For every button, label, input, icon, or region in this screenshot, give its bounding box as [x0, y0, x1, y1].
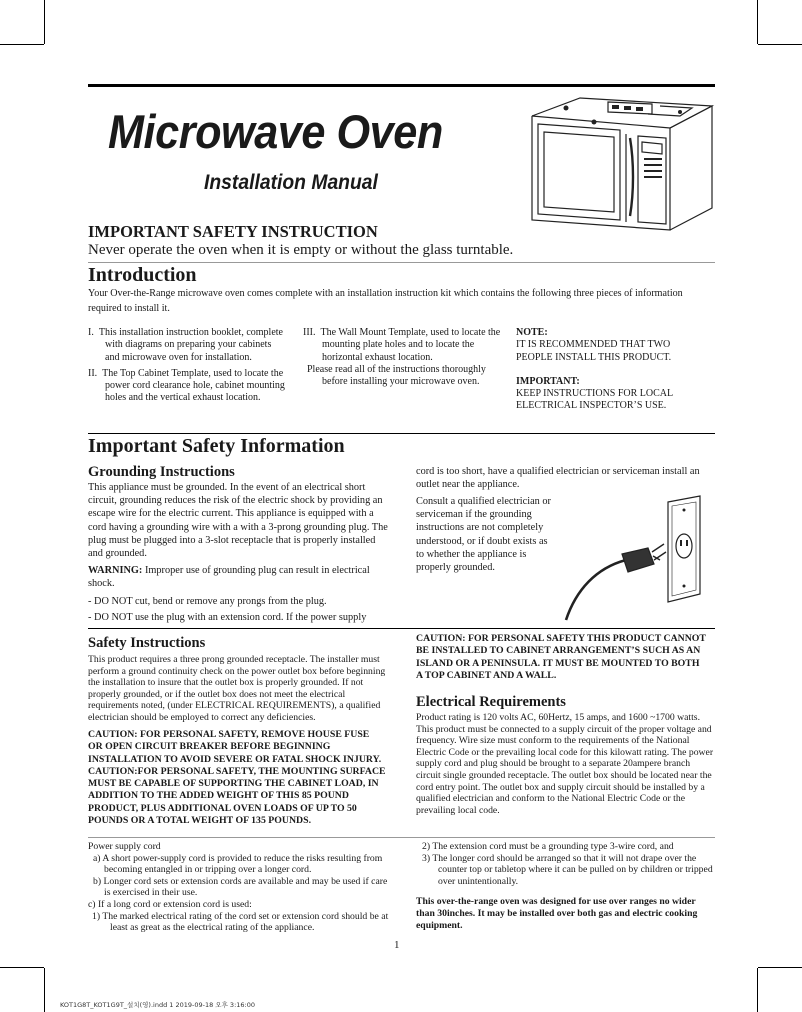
- crop-mark: [0, 967, 44, 968]
- list-text: The Wall Mount Template, used to locate the mounting plate holes and to locate the horizontal exhaust location.: [320, 327, 501, 363]
- safety-line: Never operate the oven when it is empty or without the glass turntable.: [88, 242, 514, 258]
- range-width-note: This over-the-range oven was designed for use over ranges no wider than 30inches. It may be installed over both gas and electric cooking equipment.: [416, 896, 698, 931]
- list-item: [303, 327, 501, 364]
- divider: [88, 433, 715, 434]
- intro-list: [88, 327, 288, 405]
- cord-item-c: c) If a long cord or extension cord is used:: [88, 898, 252, 910]
- electrical-body: Product rating is 120 volts AC, 60Hertz, 15 amps, and 1600 ~1700 watts. This product must be connected to a supply circuit of the proper voltage and frequency. Wire size must conform to the requirements of the National Electric Code or the prevailing local code for this kilowatt rating. The power supply cord and plug should be brought to a separate 20ampere branch circuit single grounded receptacle. The outlet box should be located near the cord entry point. The outlet box and supply circuit should be installed by a qualified electrician and conform to the National Electric Code or the prevailing local code.: [416, 712, 714, 816]
- consult-text: Consult a qualified electrician or serviceman if the grounding instructions are not completely understood, or if doubt exists as to whether the appliance is properly grounded.: [416, 496, 551, 574]
- important-safety-heading: IMPORTANT SAFETY INSTRUCTION: [88, 222, 378, 241]
- cord-item-b: b) Longer cord sets or extension cords are available and may be used if care is exercised in their use.: [93, 875, 388, 899]
- crop-mark: [758, 967, 802, 968]
- power-cord-heading: Power supply cord: [88, 841, 161, 852]
- list-number: III.: [303, 327, 316, 338]
- intro-notes: [516, 327, 706, 413]
- microwave-oven-icon: [520, 92, 720, 234]
- caution-right: CAUTION: FOR PERSONAL SAFETY THIS PRODUCT CANNOT BE INSTALLED TO CABINET ARRANGEMENT’S SUCH AS AN ISLAND OR A PENINSULA. IT MUST BE MOUNTED TO BOTH A TOP CABINET AND A WALL.: [416, 633, 706, 681]
- list-text: The Top Cabinet Template, used to locate the power cord clearance hole, cabinet mounting holes and the vertical exhaust location.: [102, 367, 285, 404]
- important-text: KEEP INSTRUCTIONS FOR LOCAL ELECTRICAL INSPECTOR’S USE.: [516, 388, 673, 412]
- top-rule: [88, 84, 715, 87]
- outlet-plug-icon: [556, 490, 716, 624]
- list-item: [88, 368, 288, 405]
- warning-label: WARNING:: [88, 565, 143, 577]
- cord-item-c2: 2) The extension cord must be a grounding type 3-wire cord, and: [422, 841, 674, 852]
- electrical-heading: Electrical Requirements: [416, 694, 566, 710]
- cord-item-c1: 1) The marked electrical rating of the cord set or extension cord should be at least as great as the electrical rating of the appliance.: [92, 910, 389, 934]
- crop-mark: [44, 968, 45, 1012]
- list-item: [88, 327, 288, 364]
- crop-mark: [44, 0, 45, 44]
- note-label: NOTE:: [516, 327, 548, 338]
- dont-extension: - DO NOT use the plug with an extension cord. If the power supply: [88, 611, 367, 623]
- grounding-text: This appliance must be grounded. In the event of an electrical short circuit, grounding reduces the risk of the electric shock by providing an escape wire for the electric current. This appliance is equipped with a cord having a grounding wire with a with a 3-prong grounding plug. The plug must be plugged into a 3-slot receptacle that is properly installed and grounded.: [88, 482, 388, 560]
- dont-cut: - DO NOT cut, bend or remove any prongs from the plug.: [88, 595, 327, 607]
- power-cord-section: [88, 841, 394, 934]
- crop-mark: [757, 0, 758, 44]
- intro-list-2: [303, 327, 501, 388]
- manual-subtitle: Installation Manual: [204, 171, 378, 194]
- crop-mark: [758, 44, 802, 45]
- list-text: This installation instruction booklet, complete with diagrams on preparing your cabinets and microwave oven for installation.: [98, 327, 283, 363]
- list-number: I.: [88, 327, 94, 338]
- read-note: Please read all of the instructions thoroughly before installing your microwave oven.: [307, 363, 486, 388]
- intro-heading: Introduction: [88, 264, 197, 286]
- divider: [88, 628, 715, 629]
- page-number: 1: [394, 939, 400, 951]
- important-label: IMPORTANT:: [516, 375, 580, 387]
- warning-text: Improper use of grounding plug can result in electrical shock.: [88, 565, 370, 590]
- note-text: IT IS RECOMMENDED THAT TWO PEOPLE INSTALL THIS PRODUCT.: [516, 339, 672, 363]
- manual-title: Microwave Oven: [108, 105, 443, 158]
- divider: [88, 262, 715, 263]
- list-number: II.: [88, 367, 98, 379]
- grounding-cont: cord is too short, have a qualified electrician or serviceman install an outlet near the appliance.: [416, 466, 700, 491]
- grounding-body: [88, 481, 388, 624]
- crop-mark: [0, 44, 44, 45]
- power-cord-section-2: [416, 841, 716, 931]
- grounding-heading: Grounding Instructions: [88, 464, 235, 480]
- crop-mark: [757, 968, 758, 1012]
- safety-instructions-heading: Safety Instructions: [88, 635, 206, 651]
- file-slug: KOT1G8T_KOT1G9T_설치(영).indd 1 2019-09-18 오후 3:16:00: [60, 1001, 255, 1009]
- warning: [88, 564, 388, 590]
- cord-item-a: a) A short power-supply cord is provided to reduce the risks resulting from becoming entangled in or tripping over a longer cord.: [93, 852, 383, 876]
- caution-left: CAUTION: FOR PERSONAL SAFETY, REMOVE HOUSE FUSE OR OPEN CIRCUIT BREAKER BEFORE BEGINNING INSTALLATION TO AVOID SEVERE OR FATAL SHOCK INJURY. CAUTION:FOR PERSONAL SAFETY, THE MOUNTING SURFACE MUST BE CAPABLE OF SUPPORTING THE CABINET LOAD, IN ADDITION TO THE ADDED WEIGHT OF THIS 85 POUND PRODUCT, PLUS ADDITIONAL OVEN LOADS OF UP TO 50 POUNDS OR A TOTAL WEIGHT OF 135 POUNDS.: [88, 729, 386, 827]
- safety-instructions-body: This product requires a three prong grounded receptacle. The installer must perform a ground continuity check on the power outlet box before beginning the installation to insure that the outlet box is properly grounded. If not properly grounded, or if the outlet box does not meet the electrical requirements noted, (under ELECTRICAL REQUIREMENTS), a qualified electrician should be employed to correct any deficiencies.: [88, 654, 386, 723]
- safety-info-heading: Important Safety Information: [88, 435, 345, 457]
- cord-item-c3: 3) The longer cord should be arranged so that it will not drape over the counter top or tabletop where it can be pulled on by children or tripped over unintentionally.: [422, 852, 713, 887]
- intro-body: Your Over-the-Range microwave oven comes complete with an installation instruction kit which contains the following three pieces of information required to install it.: [88, 288, 683, 314]
- divider: [88, 837, 715, 838]
